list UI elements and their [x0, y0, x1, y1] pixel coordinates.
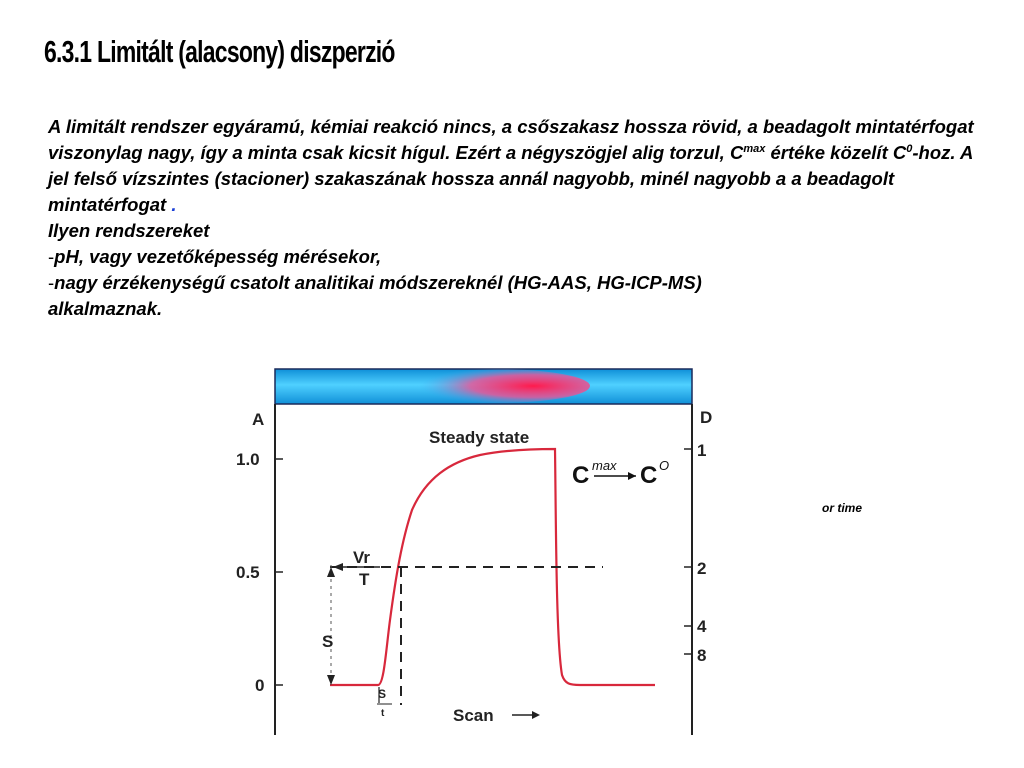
bullet-item-hg: -nagy érzékenységű csatolt analitikai módszereknél (HG-AAS, HG-ICP-MS): [48, 272, 702, 293]
steady-state-label: Steady state: [429, 428, 530, 447]
intro-paragraph: A limitált rendszer egyáramú, kémiai reakció nincs, a csőszakasz hossza rövid, a beadagolt mintatérfogat viszonylag nagy, így a minta csak kicsit hígul. Ezért a négyszögjel alig torzul, $C^{max}$ értéke közelít $C^0$-hoz. A jel felső vízszintes (stacioner) szakaszának hossza annál nagyobb, minél nagyobb a a beadagolt mintatérfogat .: [48, 116, 974, 215]
svg-text:O: O: [659, 458, 670, 473]
svg-text:C: C: [572, 462, 590, 489]
side-note: or time: [822, 501, 863, 515]
tick-label-0: 0: [255, 676, 265, 695]
svg-text:max: max: [592, 458, 617, 473]
right-tick-8: 8: [697, 646, 707, 665]
tick-label-0-5: 0.5: [236, 563, 260, 582]
t-label: T: [359, 570, 370, 589]
vr-label: Vr: [353, 548, 371, 567]
flow-tube: [275, 369, 692, 404]
systems-intro: Ilyen rendszereket: [48, 220, 210, 241]
closing-text: alkalmaznak.: [48, 298, 163, 319]
svg-text:t: t: [381, 708, 385, 719]
scan-label: Scan: [453, 706, 494, 725]
tick-label-1: 1.0: [236, 450, 260, 469]
svg-text:S: S: [378, 687, 387, 701]
right-tick-4: 4: [697, 617, 707, 636]
right-tick-1: 1: [697, 441, 707, 460]
s-label: S: [322, 632, 334, 651]
cmax-to-c0-label: [572, 458, 669, 489]
right-ticks: [684, 441, 707, 665]
svg-text:C: C: [640, 462, 658, 489]
st-fraction: [377, 687, 392, 719]
bullet-item-ph: -pH, vagy vezetőképesség mérésekor,: [48, 246, 382, 267]
right-axis-label: D: [700, 408, 713, 427]
right-tick-2: 2: [697, 559, 707, 578]
left-axis-label: A: [252, 410, 265, 429]
scan-arrow: [512, 711, 540, 719]
page-title: 6.3.1 Limitált (alacsony) diszperzió: [44, 34, 395, 69]
